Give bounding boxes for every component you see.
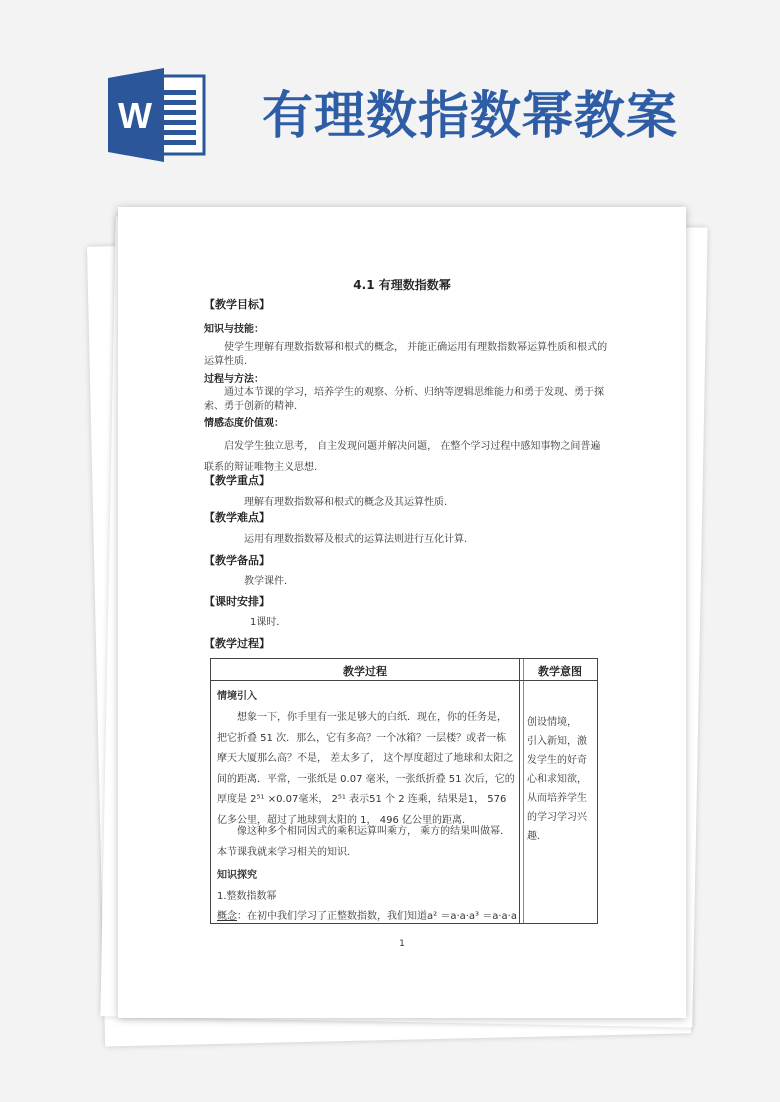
goals-heading: 【教学目标】: [204, 298, 270, 311]
table-column-divider: [519, 659, 520, 923]
document-title: 4.1 有理数指数幂: [353, 278, 451, 292]
svg-text:W: W: [118, 95, 152, 136]
explore-heading: 知识探究: [217, 870, 257, 881]
word-logo-icon: [108, 68, 208, 162]
closing-text: 像这种多个相同因式的乘积运算叫乘方， 乘方的结果叫做幂． 本节课我就来学习相关的知识．: [217, 826, 511, 858]
table-column-divider: [523, 659, 524, 923]
scenario-text: 想象一下，你手里有一张足够大的白纸．现在，你的任务是，把它折叠 51 次．那么，它有多高？一个冰箱？一层楼？或者一栋摩天大厦那么高？不是， 差太多了， 这个厚度超过了地球和太阳之间的距离．平常，一张纸是 0.07 毫米，一张纸折叠 51 次后，它的厚度是 2⁵¹ ×0.07毫米， 2⁵¹ 表示51 个 2 连乘，结果是1， 576 亿多公里，超过了地球到太阳的 1， 496 亿公里的距离．: [217, 712, 515, 826]
attitude-text: 启发学生独立思考， 自主发现问题并解决问题， 在整个学习过程中感知事物之间普遍联系的辩证唯物主义思想.: [204, 441, 601, 473]
key-points-heading: 【教学重点】: [204, 474, 270, 487]
key-points-text: 理解有理数指数幂和根式的概念及其运算性质.: [244, 497, 448, 508]
concept-text: ：在初中我们学习了正整数指数，我们知道a² ＝a·a·a³ ＝a·a·a: [237, 911, 517, 922]
process-method-label: 过程与方法：: [204, 374, 264, 385]
process-heading: 【教学过程】: [204, 637, 270, 650]
table-header-line: [211, 680, 597, 681]
knowledge-label: 知识与技能：: [204, 324, 264, 335]
header-title: 有理数指数幂教案: [262, 86, 679, 146]
difficulties-text: 运用有理数指数幂及根式的运算法则进行互化计算.: [244, 534, 468, 545]
teaching-process-table: [210, 658, 598, 924]
page-number: 1: [399, 939, 405, 949]
schedule-heading: 【课时安排】: [204, 595, 270, 608]
scenario-heading: 情境引入: [217, 691, 257, 702]
materials-heading: 【教学备品】: [204, 554, 270, 567]
concept-label: 概念: [217, 911, 237, 922]
header: [0, 0, 780, 190]
integer-exponent-heading: 1.整数指数幂: [217, 891, 277, 902]
materials-text: 教学课件．: [244, 576, 294, 587]
column-header-intent: 教学意图: [538, 665, 582, 678]
schedule-text: 1课时．: [250, 617, 287, 628]
document-page: [118, 207, 686, 1018]
knowledge-text: 使学生理解有理数指数幂和根式的概念， 并能正确运用有理数指数幂运算性质和根式的运算性质.: [204, 342, 608, 367]
difficulties-heading: 【教学难点】: [204, 511, 270, 524]
concept-line: [217, 907, 517, 922]
process-method-text: 通过本节课的学习，培养学生的观察、分析、归纳等逻辑思维能力和勇于发现、勇于探索、勇于创新的精神.: [204, 387, 604, 412]
column-header-process: 教学过程: [343, 665, 387, 678]
attitude-label: 情感态度价值观：: [204, 418, 284, 429]
intent-text: 创设情境， 引入新知，激发学生的好奇心和求知欲，从而培养学生的学习学习兴趣．: [527, 717, 587, 842]
